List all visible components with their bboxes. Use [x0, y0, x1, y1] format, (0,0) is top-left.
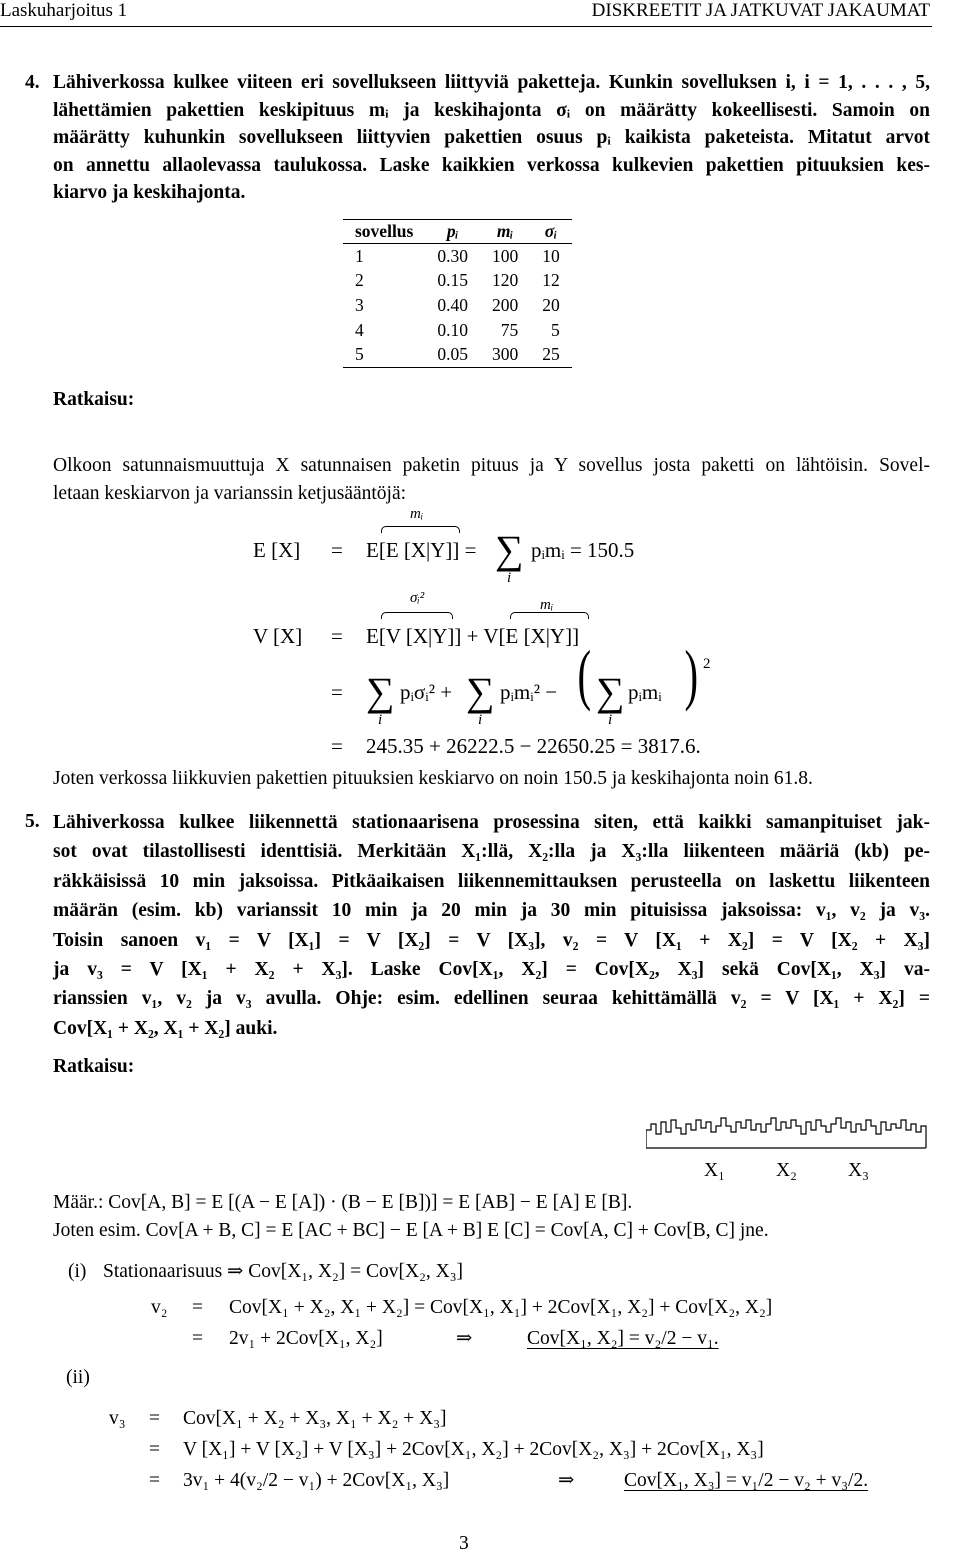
- signal-label-x1: X₁: [704, 1160, 725, 1181]
- overbrace-label: σᵢ²: [410, 590, 425, 606]
- signal-label-x3: X₃: [848, 1160, 869, 1181]
- solution-label-5: Ratkaisu:: [53, 1056, 135, 1077]
- covariance-definition: Määr.: Cov[A, B] = E [(A − E [A]) · (B − E [B])] = E [AB] − E [A] E [B].: [53, 1192, 633, 1213]
- traffic-signal-trace: [646, 1118, 926, 1148]
- table-cell: 120: [491, 270, 519, 291]
- v2-lhs: v₂: [151, 1297, 168, 1318]
- overbrace: [381, 526, 460, 533]
- problem-5-line: sot ovat tilastollisesti identtisiä. Merkitään X₁:llä, X₂:lla ja X₃:lla liikenteen määriä (kb) pe-: [53, 841, 930, 863]
- table-cell: 0.05: [425, 342, 480, 367]
- overbrace-label: mᵢ: [540, 597, 554, 613]
- v3-row2: V [X₁] + V [X₂] + V [X₃] + 2Cov[X₁, X₂] + 2Cov[X₂, X₃] + 2Cov[X₁, X₃]: [183, 1439, 764, 1460]
- problem-5-line: Cov[X₁ + X₂, X₁ + X₂] auki.: [53, 1017, 278, 1039]
- signal-label-x2: X₂: [776, 1160, 797, 1181]
- sum-symbol: ∑: [596, 669, 625, 714]
- problem-4-line: on annettu allaolevassa taulukossa. Laske kaikkien verkossa kulkevien pakettien pituuksien kes-: [53, 154, 930, 176]
- table-cell: 20: [542, 294, 560, 315]
- table-header: sovellus: [343, 220, 425, 244]
- eq-equals: =: [149, 1408, 160, 1429]
- table-cell: 100: [491, 245, 519, 266]
- solution-4-line: Olkoon satunnaismuuttuja X satunnaisen paketin pituus ja Y sovellus josta paketti on lähtöisin. Sovel-: [53, 455, 930, 476]
- eq-equals: =: [192, 1328, 203, 1349]
- table-cell: 10: [542, 245, 560, 266]
- traffic-signal-diagram: [646, 1108, 931, 1158]
- problem-5-line: räkkäisissä 10 min jaksoissa. Pitkäaikaisen liikennemittauksen perusteella on laskettu liikenteen: [53, 870, 930, 892]
- part-i-label: (i): [68, 1261, 87, 1282]
- eq-equals: =: [331, 624, 343, 648]
- sum-symbol: ∑: [466, 669, 495, 714]
- eq-ex-sum: pᵢmᵢ = 150.5: [531, 538, 635, 562]
- overbrace: [381, 612, 453, 619]
- solution-4-line: letaan keskiarvon ja varianssin ketjusääntöjä:: [53, 482, 407, 504]
- problem-4-line: kiarvo ja keskihajonta.: [53, 182, 246, 204]
- conclusion-4: Joten verkossa liikkuvien pakettien pituuksien keskiarvo on noin 150.5 ja keskihajonta noin 61.8.: [53, 768, 813, 789]
- table-row: [343, 293, 572, 318]
- exponent: 2: [703, 656, 711, 672]
- table-cell: 0.15: [437, 270, 468, 291]
- solution-label-4: Ratkaisu:: [53, 389, 135, 410]
- table-cell: 0.10: [437, 319, 468, 340]
- problem-4-line: Lähiverkossa kulkee viiteen eri sovellukseen liittyviä paketteja. Kunkin sovelluksen i, i = 1, . . . , 5,: [53, 72, 930, 93]
- table-header: mᵢ: [480, 220, 530, 244]
- eq-ex-lhs: E [X]: [253, 538, 301, 562]
- eq-vx-term2: pᵢmᵢ² −: [500, 680, 558, 704]
- eq-vx-term3: pᵢmᵢ: [628, 680, 662, 704]
- eq-equals: =: [192, 1297, 203, 1318]
- table-cell: 0.30: [437, 245, 468, 266]
- table-row: [343, 318, 572, 343]
- problem-5-line: määrän (esim. kb) varianssit 10 min ja 20 min ja 30 min pituisissa jaksoissa: v₁, v₂ ja v₃.: [53, 900, 930, 922]
- problem-5-number: 5.: [25, 811, 40, 832]
- table-row: [343, 269, 572, 294]
- table-cell: 3: [355, 294, 364, 315]
- table-header: pᵢ: [425, 220, 480, 244]
- problem-4-line: määrätty kuhunkin sovellukseen liittyvien pakettien osuus pᵢ kaikista paketeista. Mitatut arvot: [53, 127, 930, 149]
- problem-5-line: rianssien v₁, v₂ ja v₃ avulla. Ohje: esim. edellinen seuraa kehittämällä v₂ = V [X₁ + X₂] =: [53, 988, 930, 1010]
- table-header-row: [343, 220, 572, 244]
- problem-5-line: ja v₃ = V [X₁ + X₂ + X₃]. Laske Cov[X₁, X₂] = Cov[X₂, X₃] sekä Cov[X₁, X₃] va-: [53, 958, 930, 980]
- solution-4-intro: [53, 452, 930, 507]
- eq-equals: =: [149, 1470, 160, 1491]
- right-paren: ): [684, 636, 699, 712]
- part-ii-label: (ii): [66, 1367, 90, 1388]
- problem-5-line: Toisin sanoen v₁ = V [X₁] = V [X₂] = V [X₃], v₂ = V [X₁ + X₂] = V [X₂ + X₃]: [53, 929, 930, 951]
- v3-lhs: v₃: [109, 1408, 126, 1429]
- table-row: [343, 244, 572, 269]
- table-cell: 12: [542, 270, 560, 291]
- v3-row3: 3v₁ + 4(v₂/2 − v₁) + 2Cov[X₁, X₃]: [183, 1470, 450, 1491]
- eq-vx-lhs: V [X]: [253, 624, 303, 648]
- table-cell: 75: [500, 319, 519, 340]
- table-cell: 4: [355, 319, 364, 340]
- v3-result: Cov[X₁, X₃] = v₁/2 − v₂ + v₃/2.: [624, 1470, 869, 1491]
- sum-symbol: ∑: [366, 669, 395, 714]
- implies-arrow: ⇒: [558, 1470, 575, 1491]
- page-number: 3: [459, 1533, 469, 1554]
- eq-vx-result: 245.35 + 26222.5 − 22650.25 = 3817.6.: [366, 734, 701, 758]
- part-i-text: Stationaarisuus ⇒ Cov[X₁, X₂] = Cov[X₂, X₃]: [103, 1261, 463, 1282]
- v2-row1: Cov[X₁ + X₂, X₁ + X₂] = Cov[X₁, X₁] + 2Cov[X₁, X₂] + Cov[X₂, X₂]: [229, 1297, 773, 1318]
- overbrace-label: mᵢ: [410, 506, 424, 522]
- packet-table: [343, 219, 572, 368]
- implies-arrow: ⇒: [456, 1328, 473, 1349]
- problem-4-statement: [53, 69, 930, 207]
- table-header: σᵢ: [530, 220, 572, 244]
- table-cell: 25: [530, 342, 572, 367]
- eq-equals: =: [149, 1439, 160, 1460]
- table-cell: 300: [480, 342, 530, 367]
- sum-index: i: [608, 712, 613, 728]
- v2-result: Cov[X₁, X₂] = v₂/2 − v₁.: [527, 1328, 719, 1349]
- sum-index: i: [478, 712, 483, 728]
- eq-vx-term1: pᵢσᵢ² +: [400, 680, 453, 704]
- problem-4-number: 4.: [25, 72, 40, 93]
- v2-row2: 2v₁ + 2Cov[X₁, X₂]: [229, 1328, 383, 1349]
- table-cell: 1: [355, 245, 364, 266]
- sum-index: i: [507, 570, 512, 586]
- header-rule: [0, 26, 932, 27]
- table-cell: 5: [550, 319, 560, 340]
- header-right: DISKREETIT JA JATKUVAT JAKAUMAT: [591, 0, 930, 21]
- eq-vx-mid: E[V [X|Y]] + V[E [X|Y]]: [366, 624, 580, 648]
- v3-row1: Cov[X₁ + X₂ + X₃, X₁ + X₂ + X₃]: [183, 1408, 447, 1429]
- eq-equals: =: [331, 734, 343, 758]
- eq-ex-mid: E[E [X|Y]] =: [366, 538, 477, 562]
- table-cell: 2: [355, 270, 364, 291]
- sum-symbol: ∑: [495, 527, 524, 572]
- problem-4-line: lähettämien pakettien keskipituus mᵢ ja keskihajonta σᵢ on määrätty kokeellisesti. Samoin on: [53, 99, 930, 121]
- table-row: [343, 342, 572, 367]
- eq-equals: =: [331, 680, 343, 704]
- table-cell: 5: [343, 342, 425, 367]
- problem-5-line: Lähiverkossa kulkee liikennettä stationaarisena prosessina siten, että kaikki samanpituiset jak-: [53, 812, 930, 833]
- problem-5-statement: [53, 808, 930, 1043]
- left-paren: (: [577, 636, 592, 712]
- table-cell: 0.40: [437, 294, 468, 315]
- sum-index: i: [378, 712, 383, 728]
- table-cell: 200: [491, 294, 519, 315]
- covariance-example: Joten esim. Cov[A + B, C] = E [AC + BC] − E [A + B] E [C] = Cov[A, C] + Cov[B, C] jne.: [53, 1220, 769, 1241]
- eq-equals: =: [331, 538, 343, 562]
- header-left: Laskuharjoitus 1: [0, 0, 128, 21]
